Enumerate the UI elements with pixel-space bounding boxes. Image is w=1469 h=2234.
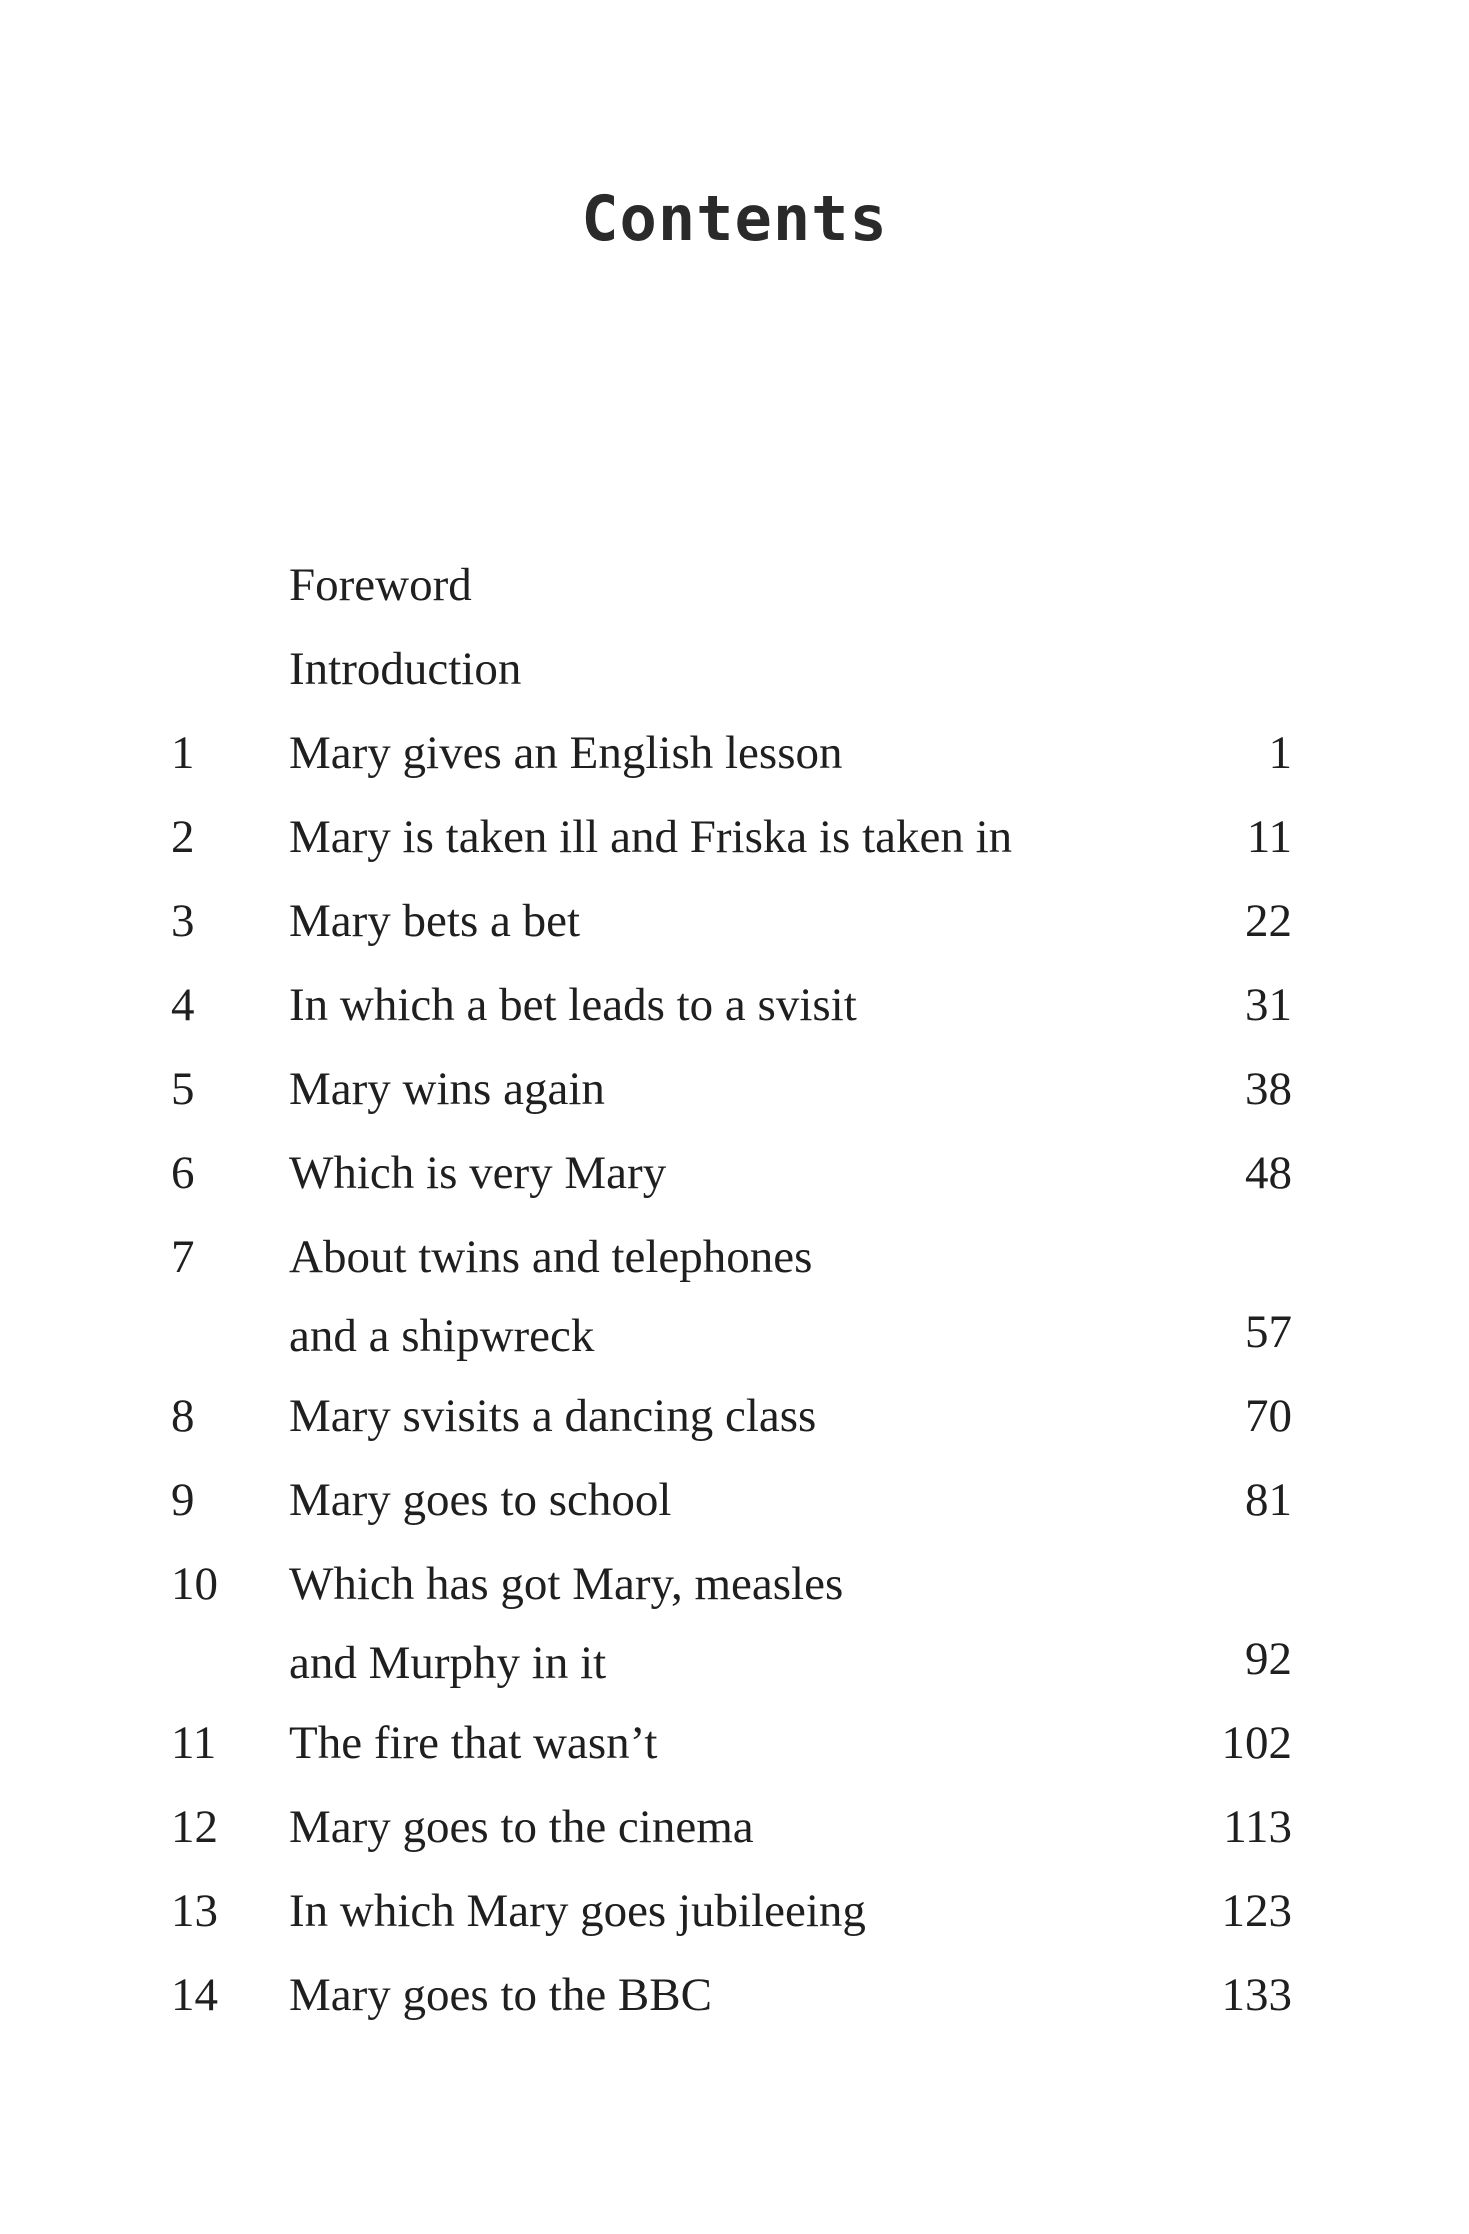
chapter-number: 3 [171, 895, 195, 947]
page-number: 57 [1245, 1306, 1292, 1358]
toc-entry[interactable] [0, 1542, 1469, 1701]
toc-entry[interactable] [0, 711, 1469, 795]
toc-entry[interactable] [0, 1374, 1469, 1458]
toc-entry[interactable] [0, 1215, 1469, 1374]
chapter-title-line: Mary goes to school [289, 1474, 672, 1526]
chapter-title-line: In which a bet leads to a svisit [289, 979, 857, 1031]
chapter-number: 11 [171, 1717, 217, 1769]
page-number: 31 [1245, 979, 1292, 1031]
chapter-number: 4 [171, 979, 195, 1031]
chapter-number: 14 [171, 1969, 218, 2021]
chapter-title [289, 1215, 812, 1374]
chapter-title [289, 1701, 657, 1785]
toc-entry[interactable] [0, 879, 1469, 963]
chapter-title-line: Mary svisits a dancing class [289, 1390, 817, 1442]
page-number: 48 [1245, 1147, 1292, 1199]
chapter-title-line: Mary goes to the cinema [289, 1801, 754, 1853]
toc-entry[interactable] [0, 1047, 1469, 1131]
page-number: 133 [1221, 1969, 1292, 2021]
chapter-title [289, 543, 472, 627]
page-number: 70 [1245, 1390, 1292, 1442]
chapter-title-line: Foreword [289, 559, 472, 611]
page-number: 1 [1268, 727, 1292, 779]
chapter-title [289, 1785, 754, 1869]
chapter-number: 7 [171, 1231, 195, 1283]
chapter-title-line: Mary goes to the BBC [289, 1969, 712, 2021]
page-number: 113 [1223, 1801, 1292, 1853]
page-number: 92 [1245, 1633, 1292, 1685]
toc-entry[interactable] [0, 1458, 1469, 1542]
chapter-title-line: and a shipwreck [289, 1310, 595, 1362]
chapter-title [289, 963, 857, 1047]
page-number: 22 [1245, 895, 1292, 947]
toc-entry[interactable] [0, 795, 1469, 879]
chapter-title [289, 1953, 712, 2037]
chapter-title-line: Mary wins again [289, 1063, 605, 1115]
chapter-title [289, 795, 1012, 879]
chapter-title [289, 1047, 605, 1131]
table-of-contents [0, 543, 1469, 2037]
page-number: 102 [1221, 1717, 1292, 1769]
chapter-title [289, 627, 521, 711]
chapter-title-line: Mary is taken ill and Friska is taken in [289, 811, 1013, 863]
chapter-title-line: In which Mary goes jubileeing [289, 1885, 866, 1937]
toc-entry[interactable] [0, 1701, 1469, 1785]
toc-entry[interactable] [0, 1785, 1469, 1869]
chapter-number: 13 [171, 1885, 218, 1937]
chapter-title [289, 711, 843, 795]
chapter-title-line: and Murphy in it [289, 1637, 607, 1689]
chapter-title-line: Which is very Mary [289, 1147, 667, 1199]
chapter-title [289, 1131, 666, 1215]
chapter-title-line: About twins and telephones [289, 1231, 813, 1283]
chapter-number: 1 [171, 727, 195, 779]
page-number: 38 [1245, 1063, 1292, 1115]
page-number: 123 [1221, 1885, 1292, 1937]
toc-entry[interactable] [0, 1869, 1469, 1953]
toc-entry[interactable] [0, 963, 1469, 1047]
page-number: 81 [1245, 1474, 1292, 1526]
chapter-title-line: Mary bets a bet [289, 895, 581, 947]
chapter-number: 6 [171, 1147, 195, 1199]
chapter-title-line: The fire that wasn’t [289, 1717, 658, 1769]
chapter-number: 9 [171, 1474, 195, 1526]
chapter-title [289, 1869, 866, 1953]
toc-entry[interactable] [0, 1953, 1469, 2037]
toc-entry[interactable] [0, 543, 1469, 627]
chapter-number: 8 [171, 1390, 195, 1442]
chapter-title [289, 879, 580, 963]
chapter-title [289, 1542, 843, 1701]
toc-entry[interactable] [0, 627, 1469, 711]
toc-entry[interactable] [0, 1131, 1469, 1215]
chapter-title-line: Introduction [289, 643, 522, 695]
page-title: Contents [581, 181, 888, 255]
chapter-title-line: Which has got Mary, measles [289, 1558, 844, 1610]
chapter-title-line: Mary gives an English lesson [289, 727, 843, 779]
chapter-title [289, 1374, 816, 1458]
chapter-number: 12 [171, 1801, 218, 1853]
page-number: 11 [1246, 811, 1292, 863]
chapter-number: 2 [171, 811, 195, 863]
chapter-number: 10 [171, 1558, 218, 1610]
chapter-title [289, 1458, 671, 1542]
chapter-number: 5 [171, 1063, 195, 1115]
